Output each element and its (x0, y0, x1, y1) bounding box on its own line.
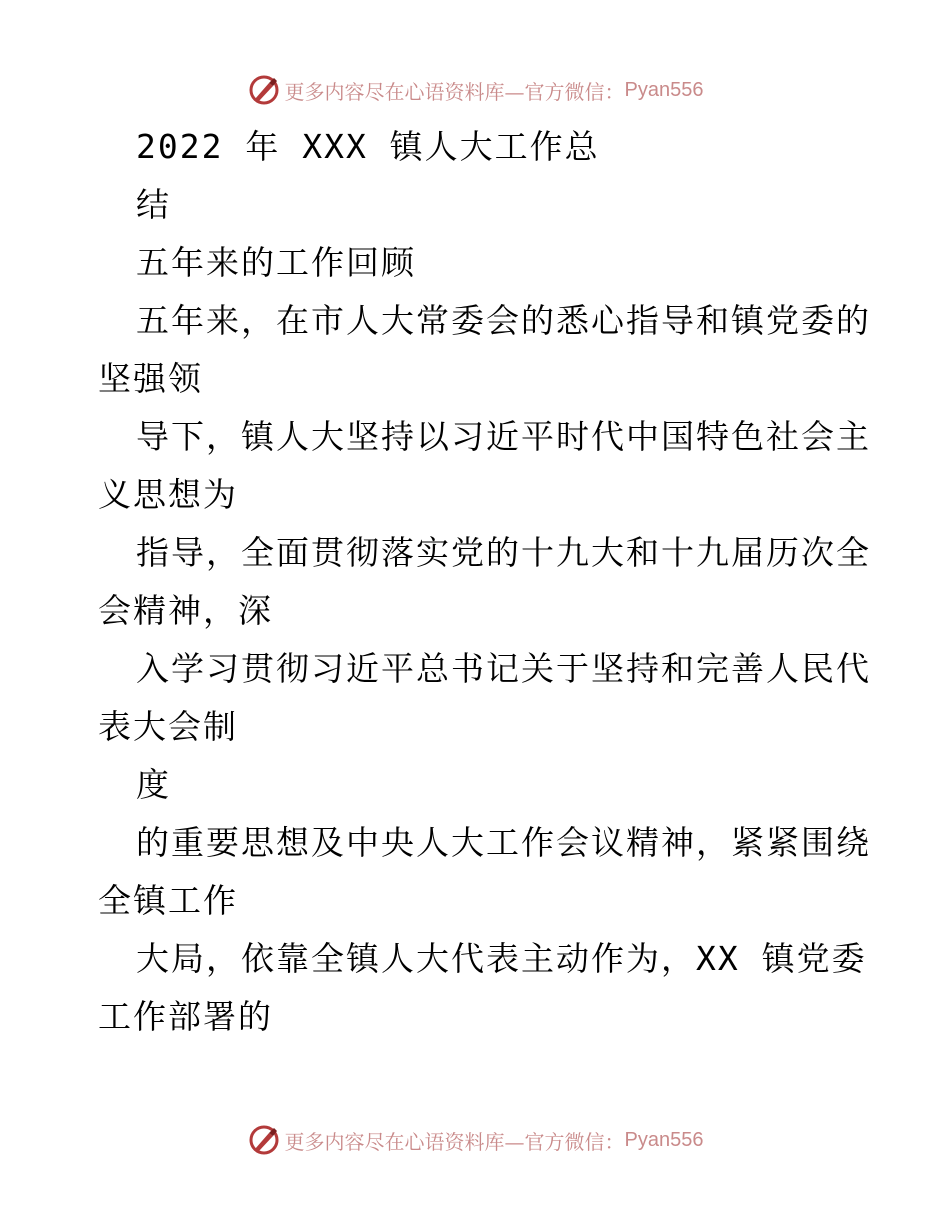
paragraph-line: 导下，镇人大坚持以习近平时代中国特色社会主 (136, 417, 871, 456)
pen-logo-icon (247, 1123, 281, 1157)
footer-watermark (0, 1120, 950, 1160)
title-line-2: 结 (136, 185, 171, 224)
title-line-1: 2022 年 XXX 镇人大工作总 (136, 127, 600, 166)
paragraph-line: 五年来，在市人大常委会的悉心指导和镇党委的 (136, 301, 871, 340)
watermark-text: 更多内容尽在心语资料库—官方微信： (284, 1129, 625, 1154)
document-body (98, 118, 871, 1046)
paragraph-line: 的重要思想及中央人大工作会议精神，紧紧围绕 (136, 823, 871, 862)
paragraph-line: 大局，依靠全镇人大代表主动作为，XX 镇党委 (136, 939, 867, 978)
paragraph-line: 入学习贯彻习近平总书记关于坚持和完善人民代 (136, 649, 871, 688)
paragraph-line: 全镇工作 (98, 881, 238, 920)
paragraph-line: 指导，全面贯彻落实党的十九大和十九届历次全 (136, 533, 871, 572)
paragraph-line: 义思想为 (98, 475, 238, 514)
paragraph-line: 度 (136, 765, 171, 804)
paragraph-line: 工作部署的 (98, 997, 273, 1036)
header-watermark (0, 70, 950, 110)
watermark-wechat-id: Pyan556 (624, 1128, 704, 1151)
watermark-wechat-id: Pyan556 (624, 78, 704, 101)
watermark-text: 更多内容尽在心语资料库—官方微信： (284, 79, 625, 104)
section-heading: 五年来的工作回顾 (136, 243, 416, 282)
paragraph-line: 会精神，深 (98, 591, 273, 630)
pen-logo-icon (247, 73, 281, 107)
paragraph-line: 坚强领 (98, 359, 203, 398)
paragraph-line: 表大会制 (98, 707, 238, 746)
